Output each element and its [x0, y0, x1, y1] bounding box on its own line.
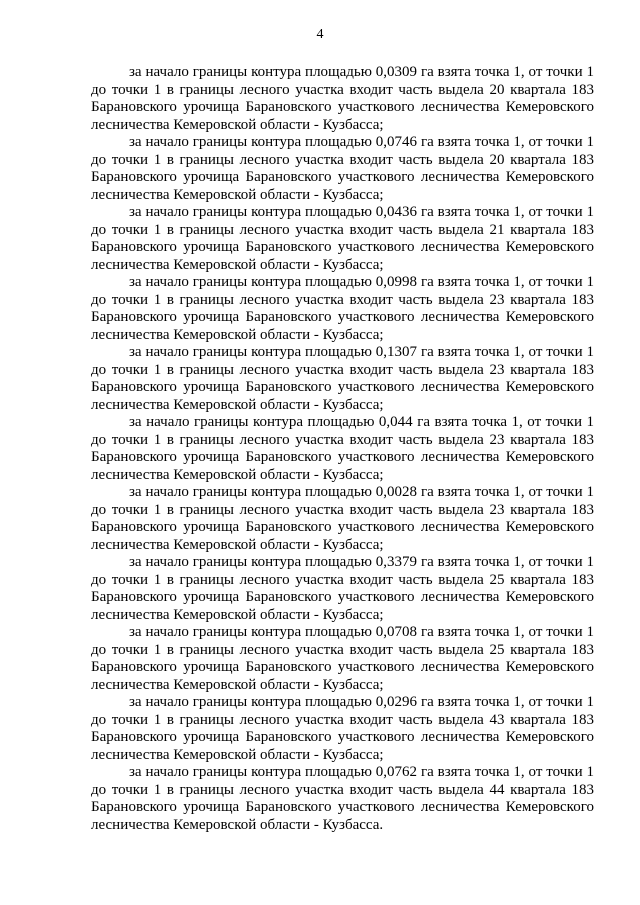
- paragraph-1: за начало границы контура площадью 0,0309 га взята точка 1, от точки 1 до точки 1 в границы лесного участка входит часть выдела 20 квартала 183 Барановского урочища Барановского участкового лесничества Кемеровского лесничества Кемеровской области - Кузбасса;: [91, 64, 594, 133]
- paragraph-5: за начало границы контура площадью 0,1307 га взята точка 1, от точки 1 до точки 1 в границы лесного участка входит часть выдела 23 квартала 183 Барановского урочища Барановского участкового лесничества Кемеровского лесничества Кемеровской области - Кузбасса;: [91, 344, 594, 413]
- document-body: [91, 64, 594, 834]
- paragraph-3: за начало границы контура площадью 0,0436 га взята точка 1, от точки 1 до точки 1 в границы лесного участка входит часть выдела 21 квартала 183 Барановского урочища Барановского участкового лесничества Кемеровского лесничества Кемеровской области - Кузбасса;: [91, 204, 594, 273]
- paragraph-11: за начало границы контура площадью 0,0762 га взята точка 1, от точки 1 до точки 1 в границы лесного участка входит часть выдела 44 квартала 183 Барановского урочища Барановского участкового лесничества Кемеровского лесничества Кемеровской области - Кузбасса.: [91, 764, 594, 833]
- paragraph-10: за начало границы контура площадью 0,0296 га взята точка 1, от точки 1 до точки 1 в границы лесного участка входит часть выдела 43 квартала 183 Барановского урочища Барановского участкового лесничества Кемеровского лесничества Кемеровской области - Кузбасса;: [91, 694, 594, 763]
- paragraph-7: за начало границы контура площадью 0,0028 га взята точка 1, от точки 1 до точки 1 в границы лесного участка входит часть выдела 23 квартала 183 Барановского урочища Барановского участкового лесничества Кемеровского лесничества Кемеровской области - Кузбасса;: [91, 484, 594, 553]
- page-number: 4: [316, 27, 324, 42]
- paragraph-8: за начало границы контура площадью 0,3379 га взята точка 1, от точки 1 до точки 1 в границы лесного участка входит часть выдела 25 квартала 183 Барановского урочища Барановского участкового лесничества Кемеровского лесничества Кемеровской области - Кузбасса;: [91, 554, 594, 623]
- paragraph-9: за начало границы контура площадью 0,0708 га взята точка 1, от точки 1 до точки 1 в границы лесного участка входит часть выдела 25 квартала 183 Барановского урочища Барановского участкового лесничества Кемеровского лесничества Кемеровской области - Кузбасса;: [91, 624, 594, 693]
- paragraph-6: за начало границы контура площадью 0,044 га взята точка 1, от точки 1 до точки 1 в границы лесного участка входит часть выдела 23 квартала 183 Барановского урочища Барановского участкового лесничества Кемеровского лесничества Кемеровской области - Кузбасса;: [91, 414, 594, 483]
- paragraph-2: за начало границы контура площадью 0,0746 га взята точка 1, от точки 1 до точки 1 в границы лесного участка входит часть выдела 20 квартала 183 Барановского урочища Барановского участкового лесничества Кемеровского лесничества Кемеровской области - Кузбасса;: [91, 134, 594, 203]
- paragraph-4: за начало границы контура площадью 0,0998 га взята точка 1, от точки 1 до точки 1 в границы лесного участка входит часть выдела 23 квартала 183 Барановского урочища Барановского участкового лесничества Кемеровского лесничества Кемеровской области - Кузбасса;: [91, 274, 594, 343]
